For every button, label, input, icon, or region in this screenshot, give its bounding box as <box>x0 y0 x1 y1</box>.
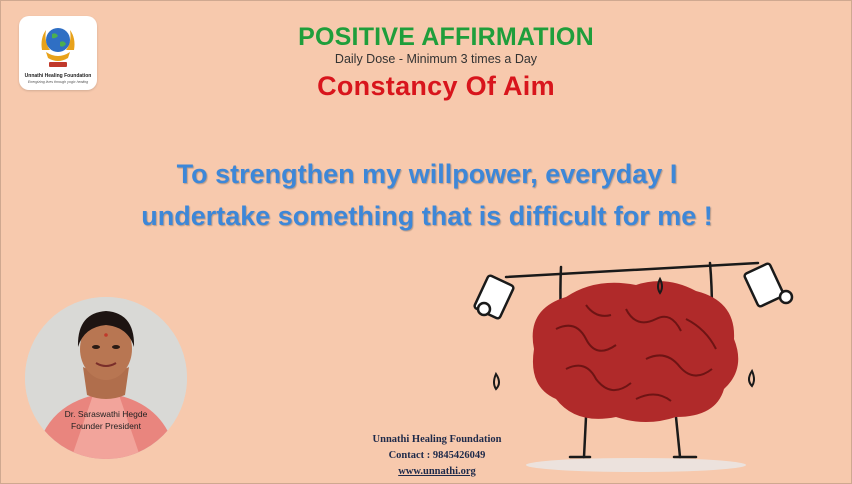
affirmation-line-2: undertake something that is difficult for me ! <box>141 201 713 231</box>
founder-role: Founder President <box>71 421 141 431</box>
footer-website-link[interactable]: www.unnathi.org <box>398 466 476 477</box>
founder-name: Dr. Saraswathi Hegde <box>64 409 148 419</box>
page-subtitle: Daily Dose - Minimum 3 times a Day <box>334 52 538 66</box>
logo-name: Unnathi Healing Foundation <box>24 73 92 79</box>
affirmation-line-1: To strengthen my willpower, everyday I <box>176 159 678 189</box>
founder-photo-icon <box>25 297 187 459</box>
footer-contact: Contact : 9845426049 <box>388 450 486 461</box>
page-title: POSITIVE AFFIRMATION <box>298 23 594 51</box>
founder-portrait <box>25 297 187 459</box>
logo-tagline: Energizing lives through yogic healing <box>27 80 89 84</box>
footer-org-name: Unnathi Healing Foundation <box>372 434 502 445</box>
affirmation-topic: Constancy Of Aim <box>317 71 555 101</box>
